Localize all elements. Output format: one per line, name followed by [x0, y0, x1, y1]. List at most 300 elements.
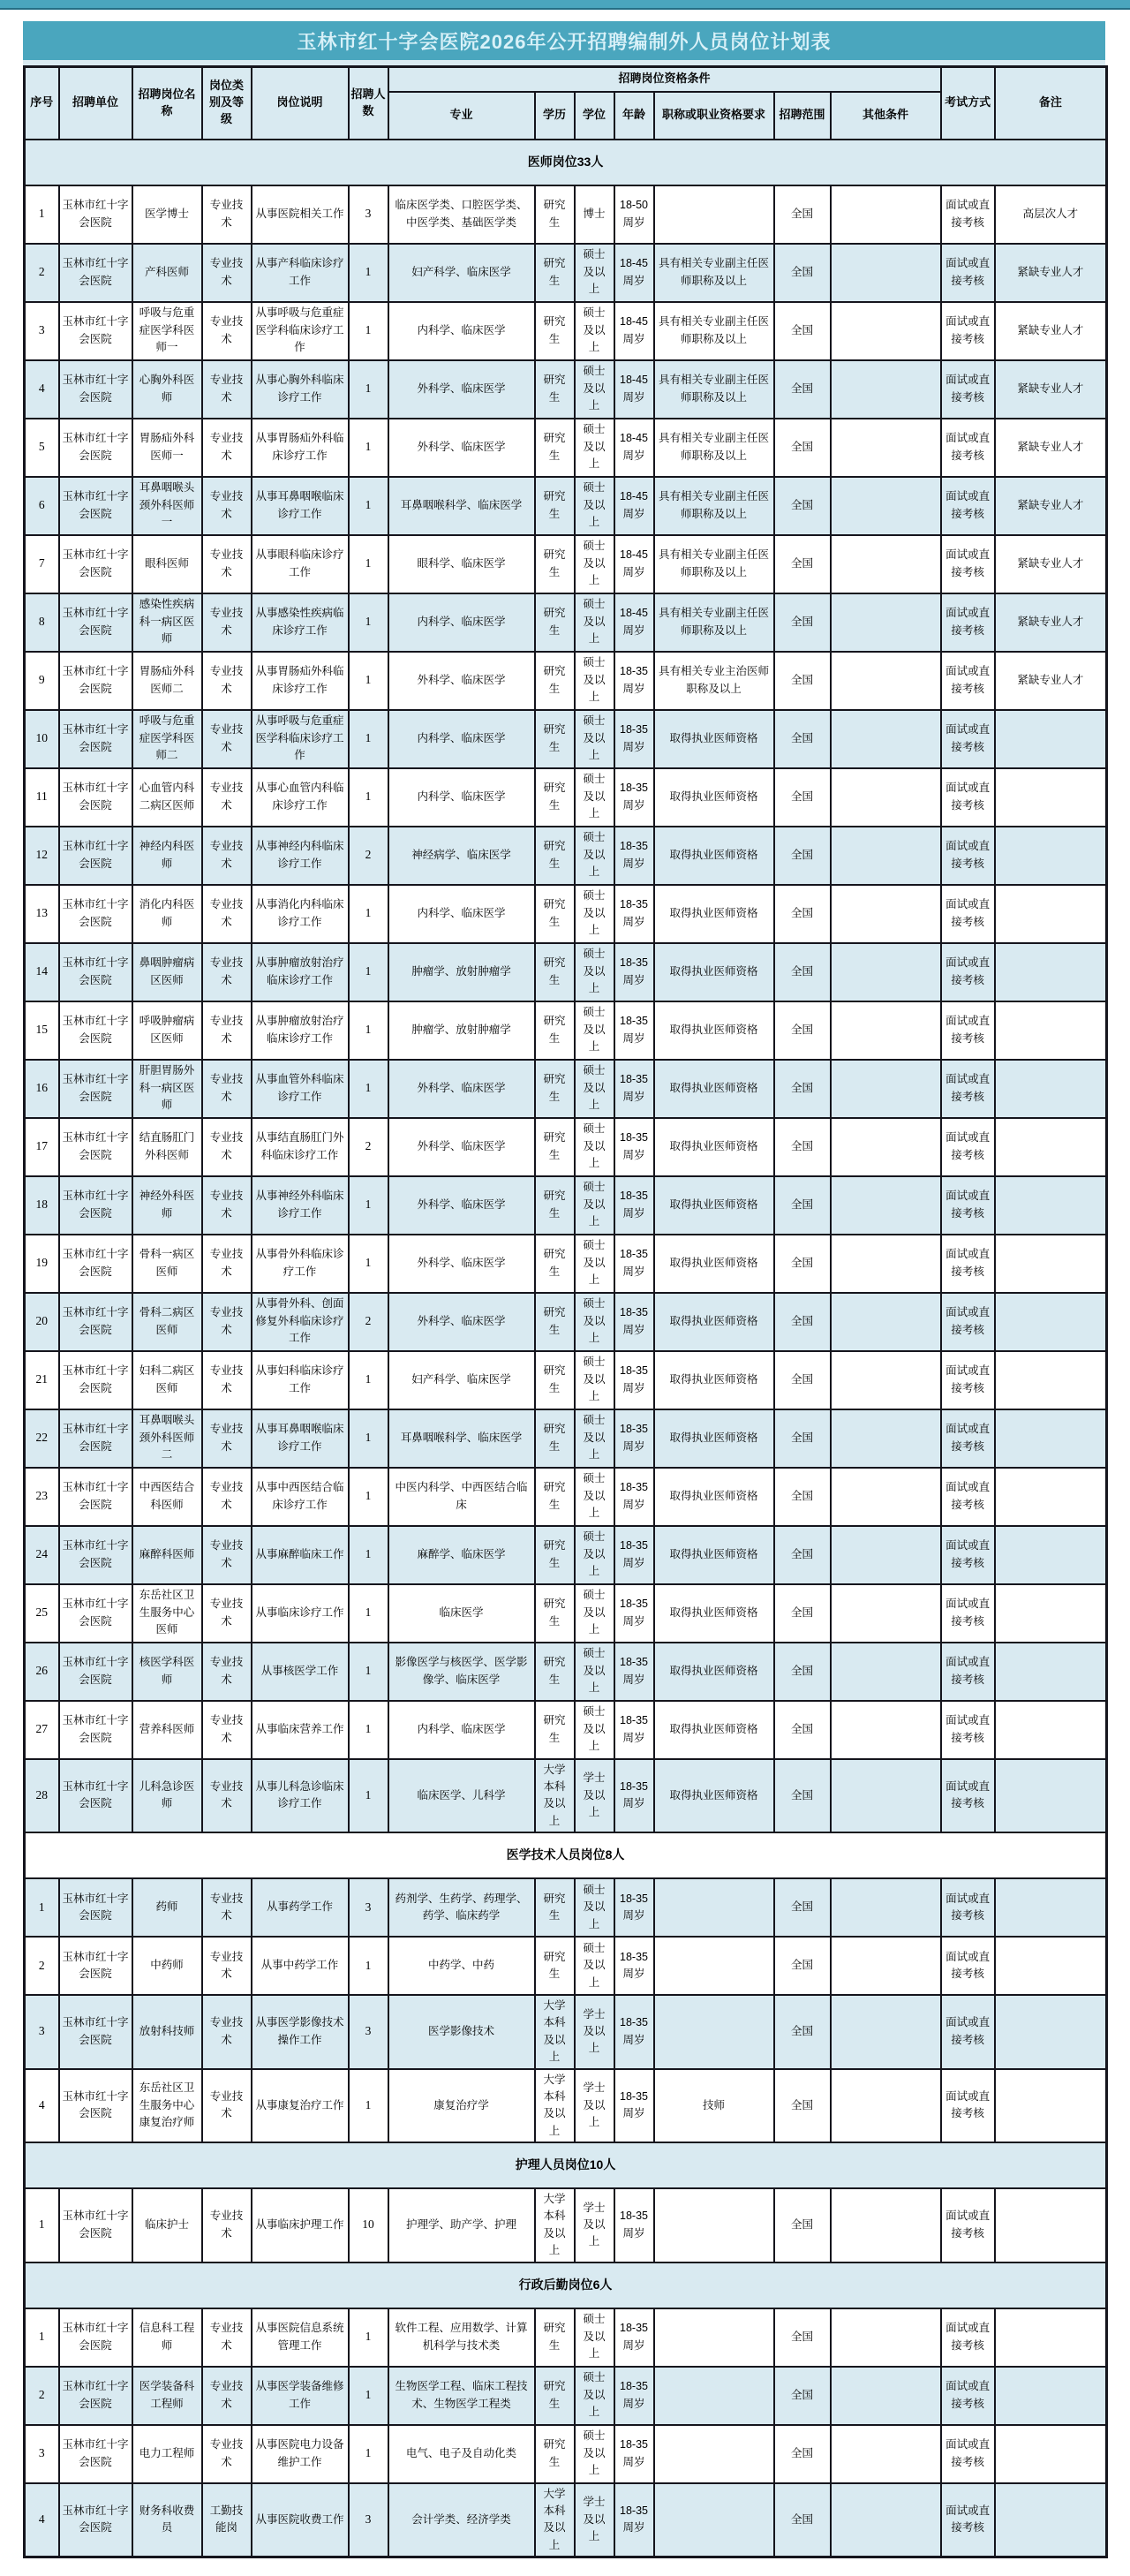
cell-edu: 研究生 [535, 244, 575, 302]
cell-desc: 从事血管外科临床诊疗工作 [252, 1060, 349, 1118]
cell-major: 外科学、临床医学 [388, 1293, 535, 1351]
cell-req: 取得执业医师资格 [654, 1060, 774, 1118]
header-exam: 考试方式 [941, 67, 995, 140]
cell-degree: 硕士及以上 [575, 477, 614, 535]
cell-unit: 玉林市红十字会医院 [59, 1060, 132, 1118]
cell-degree: 硕士及以上 [575, 1468, 614, 1526]
table-row [25, 535, 1107, 593]
cell-unit: 玉林市红十字会医院 [59, 1468, 132, 1526]
cell-desc: 从事临床护理工作 [252, 2188, 349, 2262]
cell-unit: 玉林市红十字会医院 [59, 768, 132, 827]
cell-unit: 玉林市红十字会医院 [59, 885, 132, 943]
cell-no: 2 [25, 2367, 59, 2425]
cell-age: 18-45周岁 [614, 244, 654, 302]
cell-category: 专业技术 [202, 2188, 252, 2262]
cell-other [831, 885, 941, 943]
header-age: 年龄 [614, 92, 654, 140]
cell-edu: 研究生 [535, 2308, 575, 2367]
cell-post: 耳鼻咽喉头颈外科医师一 [132, 477, 202, 535]
cell-major: 外科学、临床医学 [388, 1176, 535, 1235]
cell-scope: 全国 [774, 1118, 831, 1176]
cell-desc: 从事临床营养工作 [252, 1701, 349, 1759]
cell-desc: 从事感染性疾病临床诊疗工作 [252, 593, 349, 652]
cell-major: 神经病学、临床医学 [388, 827, 535, 885]
cell-remark [995, 2367, 1107, 2425]
cell-remark [995, 768, 1107, 827]
cell-remark [995, 1235, 1107, 1293]
recruitment-plan-table [23, 65, 1108, 2558]
cell-category: 工勤技能岗 [202, 2483, 252, 2557]
cell-remark: 高层次人才 [995, 185, 1107, 244]
cell-other [831, 2483, 941, 2557]
cell-unit: 玉林市红十字会医院 [59, 185, 132, 244]
cell-unit: 玉林市红十字会医院 [59, 2069, 132, 2143]
cell-remark: 紧缺专业人才 [995, 593, 1107, 652]
table-row [25, 1409, 1107, 1468]
cell-other [831, 943, 941, 1001]
cell-remark: 紧缺专业人才 [995, 360, 1107, 419]
cell-exam: 面试或直接考核 [941, 1643, 995, 1701]
cell-unit: 玉林市红十字会医院 [59, 827, 132, 885]
cell-exam: 面试或直接考核 [941, 477, 995, 535]
cell-age: 18-35周岁 [614, 1293, 654, 1351]
cell-exam: 面试或直接考核 [941, 1584, 995, 1643]
cell-count: 1 [349, 244, 388, 302]
cell-scope: 全国 [774, 302, 831, 360]
cell-age: 18-45周岁 [614, 593, 654, 652]
table-row [25, 593, 1107, 652]
cell-no: 6 [25, 477, 59, 535]
cell-edu: 研究生 [535, 1351, 575, 1409]
cell-no: 4 [25, 2483, 59, 2557]
cell-count: 1 [349, 1409, 388, 1468]
header-degree: 学位 [575, 92, 614, 140]
cell-other [831, 710, 941, 768]
cell-scope: 全国 [774, 1759, 831, 1833]
cell-age: 18-35周岁 [614, 2308, 654, 2367]
cell-post: 结直肠肛门外科医师 [132, 1118, 202, 1176]
cell-no: 17 [25, 1118, 59, 1176]
cell-age: 18-35周岁 [614, 2367, 654, 2425]
cell-req: 取得执业医师资格 [654, 1409, 774, 1468]
cell-major: 眼科学、临床医学 [388, 535, 535, 593]
cell-major: 外科学、临床医学 [388, 419, 535, 477]
cell-remark [995, 1293, 1107, 1351]
cell-count: 1 [349, 477, 388, 535]
cell-unit: 玉林市红十字会医院 [59, 943, 132, 1001]
cell-count: 2 [349, 827, 388, 885]
cell-age: 18-35周岁 [614, 885, 654, 943]
cell-remark [995, 2483, 1107, 2557]
cell-req: 具有相关专业副主任医师职称及以上 [654, 419, 774, 477]
cell-req: 具有相关专业副主任医师职称及以上 [654, 593, 774, 652]
cell-major: 电气、电子及自动化类 [388, 2425, 535, 2483]
cell-other [831, 1995, 941, 2069]
cell-post: 妇科二病区医师 [132, 1351, 202, 1409]
cell-desc: 从事医院信息系统管理工作 [252, 2308, 349, 2367]
cell-degree: 硕士及以上 [575, 1118, 614, 1176]
cell-desc: 从事眼科临床诊疗工作 [252, 535, 349, 593]
cell-count: 3 [349, 2483, 388, 2557]
cell-degree: 硕士及以上 [575, 1584, 614, 1643]
cell-major: 中药学、中药 [388, 1937, 535, 1995]
cell-unit: 玉林市红十字会医院 [59, 535, 132, 593]
cell-post: 东岳社区卫生服务中心医师 [132, 1584, 202, 1643]
cell-count: 1 [349, 1643, 388, 1701]
cell-remark [995, 1409, 1107, 1468]
section-band-row [25, 2262, 1107, 2308]
cell-scope: 全国 [774, 1001, 831, 1060]
cell-post: 神经外科医师 [132, 1176, 202, 1235]
cell-desc: 从事呼吸与危重症医学科临床诊疗工作 [252, 302, 349, 360]
cell-category: 专业技术 [202, 1584, 252, 1643]
cell-edu: 研究生 [535, 710, 575, 768]
section-band-label: 护理人员岗位10人 [25, 2142, 1107, 2188]
cell-other [831, 1176, 941, 1235]
cell-desc: 从事肿瘤放射治疗临床诊疗工作 [252, 943, 349, 1001]
cell-edu: 研究生 [535, 1584, 575, 1643]
cell-other [831, 1118, 941, 1176]
cell-req: 具有相关专业副主任医师职称及以上 [654, 360, 774, 419]
cell-remark [995, 1878, 1107, 1937]
cell-exam: 面试或直接考核 [941, 943, 995, 1001]
cell-category: 专业技术 [202, 1701, 252, 1759]
cell-no: 16 [25, 1060, 59, 1118]
table-head [25, 67, 1107, 140]
cell-req: 取得执业医师资格 [654, 1118, 774, 1176]
cell-exam: 面试或直接考核 [941, 244, 995, 302]
cell-count: 1 [349, 1701, 388, 1759]
cell-unit: 玉林市红十字会医院 [59, 1293, 132, 1351]
cell-age: 18-45周岁 [614, 360, 654, 419]
cell-no: 22 [25, 1409, 59, 1468]
cell-scope: 全国 [774, 1526, 831, 1584]
cell-major: 软件工程、应用数学、计算机科学与技术类 [388, 2308, 535, 2367]
table-row [25, 885, 1107, 943]
cell-no: 10 [25, 710, 59, 768]
cell-remark: 紧缺专业人才 [995, 302, 1107, 360]
cell-remark [995, 1584, 1107, 1643]
cell-age: 18-35周岁 [614, 710, 654, 768]
table-row [25, 244, 1107, 302]
cell-major: 麻醉学、临床医学 [388, 1526, 535, 1584]
table-row [25, 943, 1107, 1001]
cell-req: 具有相关专业副主任医师职称及以上 [654, 244, 774, 302]
cell-desc: 从事妇科临床诊疗工作 [252, 1351, 349, 1409]
cell-desc: 从事医学装备维修工作 [252, 2367, 349, 2425]
cell-other [831, 1878, 941, 1937]
cell-no: 9 [25, 652, 59, 710]
cell-no: 12 [25, 827, 59, 885]
cell-edu: 大学本科及以上 [535, 2188, 575, 2262]
cell-exam: 面试或直接考核 [941, 1995, 995, 2069]
cell-desc: 从事临床诊疗工作 [252, 1584, 349, 1643]
cell-desc: 从事肿瘤放射治疗临床诊疗工作 [252, 1001, 349, 1060]
cell-unit: 玉林市红十字会医院 [59, 1118, 132, 1176]
cell-category: 专业技术 [202, 1235, 252, 1293]
cell-remark [995, 1701, 1107, 1759]
cell-no: 11 [25, 768, 59, 827]
cell-age: 18-45周岁 [614, 419, 654, 477]
cell-edu: 研究生 [535, 1878, 575, 1937]
cell-req: 取得执业医师资格 [654, 1176, 774, 1235]
cell-remark: 紧缺专业人才 [995, 419, 1107, 477]
cell-category: 专业技术 [202, 1878, 252, 1937]
section-band-row [25, 2142, 1107, 2188]
table-row [25, 2483, 1107, 2557]
cell-edu: 研究生 [535, 360, 575, 419]
cell-req: 取得执业医师资格 [654, 1001, 774, 1060]
cell-exam: 面试或直接考核 [941, 2188, 995, 2262]
cell-req [654, 1878, 774, 1937]
cell-count: 1 [349, 1759, 388, 1833]
cell-no: 19 [25, 1235, 59, 1293]
cell-category: 专业技术 [202, 302, 252, 360]
cell-degree: 硕士及以上 [575, 593, 614, 652]
section-band-row [25, 140, 1107, 185]
cell-req: 取得执业医师资格 [654, 827, 774, 885]
cell-age: 18-45周岁 [614, 535, 654, 593]
table-row [25, 477, 1107, 535]
table-body [25, 140, 1107, 2557]
cell-other [831, 360, 941, 419]
cell-scope: 全国 [774, 1293, 831, 1351]
cell-desc: 从事医院相关工作 [252, 185, 349, 244]
cell-exam: 面试或直接考核 [941, 1701, 995, 1759]
cell-post: 医学装备科工程师 [132, 2367, 202, 2425]
table-row [25, 2425, 1107, 2483]
cell-edu: 研究生 [535, 1468, 575, 1526]
cell-exam: 面试或直接考核 [941, 593, 995, 652]
cell-req: 取得执业医师资格 [654, 1701, 774, 1759]
cell-req [654, 2367, 774, 2425]
table-row [25, 1878, 1107, 1937]
cell-degree: 博士 [575, 185, 614, 244]
cell-unit: 玉林市红十字会医院 [59, 652, 132, 710]
cell-desc: 从事呼吸与危重症医学科临床诊疗工作 [252, 710, 349, 768]
cell-req [654, 2425, 774, 2483]
cell-count: 1 [349, 302, 388, 360]
cell-desc: 从事心胸外科临床诊疗工作 [252, 360, 349, 419]
cell-major: 外科学、临床医学 [388, 1118, 535, 1176]
cell-scope: 全国 [774, 710, 831, 768]
cell-degree: 硕士及以上 [575, 1701, 614, 1759]
cell-scope: 全国 [774, 768, 831, 827]
cell-other [831, 2425, 941, 2483]
cell-post: 感染性疾病科一病区医师 [132, 593, 202, 652]
cell-unit: 玉林市红十字会医院 [59, 1643, 132, 1701]
cell-scope: 全国 [774, 477, 831, 535]
table-row [25, 1176, 1107, 1235]
cell-no: 1 [25, 1878, 59, 1937]
cell-other [831, 244, 941, 302]
cell-scope: 全国 [774, 185, 831, 244]
cell-unit: 玉林市红十字会医院 [59, 1526, 132, 1584]
cell-post: 东岳社区卫生服务中心康复治疗师 [132, 2069, 202, 2143]
cell-category: 专业技术 [202, 1001, 252, 1060]
cell-age: 18-35周岁 [614, 1643, 654, 1701]
cell-degree: 硕士及以上 [575, 2425, 614, 2483]
cell-category: 专业技术 [202, 360, 252, 419]
cell-no: 27 [25, 1701, 59, 1759]
cell-degree: 学士及以上 [575, 2188, 614, 2262]
cell-degree: 硕士及以上 [575, 419, 614, 477]
cell-age: 18-35周岁 [614, 1001, 654, 1060]
header-major: 专业 [388, 92, 535, 140]
table-row [25, 1468, 1107, 1526]
cell-desc: 从事中西医结合临床诊疗工作 [252, 1468, 349, 1526]
cell-other [831, 1643, 941, 1701]
cell-exam: 面试或直接考核 [941, 419, 995, 477]
cell-degree: 硕士及以上 [575, 2367, 614, 2425]
table-row [25, 1526, 1107, 1584]
cell-degree: 硕士及以上 [575, 360, 614, 419]
table-row [25, 768, 1107, 827]
cell-req: 取得执业医师资格 [654, 1643, 774, 1701]
cell-degree: 硕士及以上 [575, 943, 614, 1001]
cell-scope: 全国 [774, 2069, 831, 2143]
cell-edu: 研究生 [535, 1937, 575, 1995]
cell-count: 1 [349, 2069, 388, 2143]
cell-req [654, 1995, 774, 2069]
cell-post: 心胸外科医师 [132, 360, 202, 419]
cell-req: 取得执业医师资格 [654, 710, 774, 768]
cell-edu: 研究生 [535, 1643, 575, 1701]
cell-degree: 学士及以上 [575, 2483, 614, 2557]
cell-age: 18-35周岁 [614, 2425, 654, 2483]
cell-post: 医学博士 [132, 185, 202, 244]
table-row [25, 360, 1107, 419]
table-row [25, 1643, 1107, 1701]
cell-age: 18-35周岁 [614, 1701, 654, 1759]
cell-req: 技师 [654, 2069, 774, 2143]
cell-unit: 玉林市红十字会医院 [59, 1001, 132, 1060]
cell-no: 18 [25, 1176, 59, 1235]
cell-edu: 研究生 [535, 827, 575, 885]
cell-no: 5 [25, 419, 59, 477]
table-row [25, 302, 1107, 360]
cell-other [831, 477, 941, 535]
cell-unit: 玉林市红十字会医院 [59, 1878, 132, 1937]
top-accent-strip [0, 0, 1130, 10]
cell-req: 具有相关专业副主任医师职称及以上 [654, 302, 774, 360]
cell-post: 神经内科医师 [132, 827, 202, 885]
table-row [25, 2308, 1107, 2367]
cell-desc: 从事骨外科临床诊疗工作 [252, 1235, 349, 1293]
cell-count: 3 [349, 1995, 388, 2069]
cell-remark [995, 1995, 1107, 2069]
cell-major: 耳鼻咽喉科学、临床医学 [388, 477, 535, 535]
cell-degree: 硕士及以上 [575, 1526, 614, 1584]
cell-exam: 面试或直接考核 [941, 885, 995, 943]
cell-no: 15 [25, 1001, 59, 1060]
table-row [25, 1937, 1107, 1995]
table-row [25, 1235, 1107, 1293]
section-band-label: 医师岗位33人 [25, 140, 1107, 185]
cell-remark [995, 2308, 1107, 2367]
cell-post: 营养科医师 [132, 1701, 202, 1759]
cell-count: 1 [349, 2367, 388, 2425]
cell-category: 专业技术 [202, 419, 252, 477]
cell-edu: 研究生 [535, 419, 575, 477]
cell-edu: 研究生 [535, 2425, 575, 2483]
cell-req: 取得执业医师资格 [654, 1584, 774, 1643]
cell-no: 3 [25, 302, 59, 360]
cell-unit: 玉林市红十字会医院 [59, 2188, 132, 2262]
cell-req: 具有相关专业主治医师职称及以上 [654, 652, 774, 710]
header-unit: 招聘单位 [59, 67, 132, 140]
cell-count: 1 [349, 1584, 388, 1643]
cell-req [654, 2308, 774, 2367]
cell-other [831, 1526, 941, 1584]
cell-degree: 硕士及以上 [575, 535, 614, 593]
cell-desc: 从事消化内科临床诊疗工作 [252, 885, 349, 943]
cell-category: 专业技术 [202, 1060, 252, 1118]
cell-exam: 面试或直接考核 [941, 827, 995, 885]
section-band-label: 医学技术人员岗位8人 [25, 1832, 1107, 1878]
cell-other [831, 2069, 941, 2143]
header-no: 序号 [25, 67, 59, 140]
cell-post: 骨科一病区医师 [132, 1235, 202, 1293]
cell-desc: 从事核医学工作 [252, 1643, 349, 1701]
cell-req: 取得执业医师资格 [654, 1235, 774, 1293]
cell-exam: 面试或直接考核 [941, 1001, 995, 1060]
cell-no: 4 [25, 360, 59, 419]
table-row [25, 2069, 1107, 2143]
cell-category: 专业技术 [202, 1409, 252, 1468]
cell-other [831, 185, 941, 244]
cell-unit: 玉林市红十字会医院 [59, 419, 132, 477]
cell-remark [995, 710, 1107, 768]
cell-post: 眼科医师 [132, 535, 202, 593]
cell-degree: 硕士及以上 [575, 652, 614, 710]
cell-post: 放射科技师 [132, 1995, 202, 2069]
cell-exam: 面试或直接考核 [941, 1878, 995, 1937]
header-post: 招聘岗位名称 [132, 67, 202, 140]
cell-other [831, 535, 941, 593]
cell-count: 1 [349, 1176, 388, 1235]
cell-desc: 从事结直肠肛门外科临床诊疗工作 [252, 1118, 349, 1176]
cell-age: 18-35周岁 [614, 1878, 654, 1937]
cell-other [831, 1351, 941, 1409]
cell-degree: 学士及以上 [575, 1759, 614, 1833]
table-row [25, 2367, 1107, 2425]
cell-exam: 面试或直接考核 [941, 1468, 995, 1526]
cell-req [654, 185, 774, 244]
cell-edu: 研究生 [535, 1001, 575, 1060]
cell-remark [995, 1118, 1107, 1176]
cell-category: 专业技术 [202, 2308, 252, 2367]
cell-scope: 全国 [774, 2367, 831, 2425]
cell-count: 1 [349, 943, 388, 1001]
cell-category: 专业技术 [202, 1526, 252, 1584]
cell-exam: 面试或直接考核 [941, 1351, 995, 1409]
cell-unit: 玉林市红十字会医院 [59, 2425, 132, 2483]
cell-post: 财务科收费员 [132, 2483, 202, 2557]
cell-edu: 研究生 [535, 1060, 575, 1118]
cell-other [831, 593, 941, 652]
cell-category: 专业技术 [202, 1118, 252, 1176]
cell-category: 专业技术 [202, 593, 252, 652]
cell-desc: 从事骨外科、创面修复外科临床诊疗工作 [252, 1293, 349, 1351]
cell-edu: 大学本科及以上 [535, 1995, 575, 2069]
cell-post: 临床护士 [132, 2188, 202, 2262]
cell-age: 18-35周岁 [614, 1995, 654, 2069]
cell-major: 外科学、临床医学 [388, 652, 535, 710]
cell-category: 专业技术 [202, 477, 252, 535]
page-title: 玉林市红十字会医院2026年公开招聘编制外人员岗位计划表 [297, 30, 832, 53]
cell-other [831, 1759, 941, 1833]
